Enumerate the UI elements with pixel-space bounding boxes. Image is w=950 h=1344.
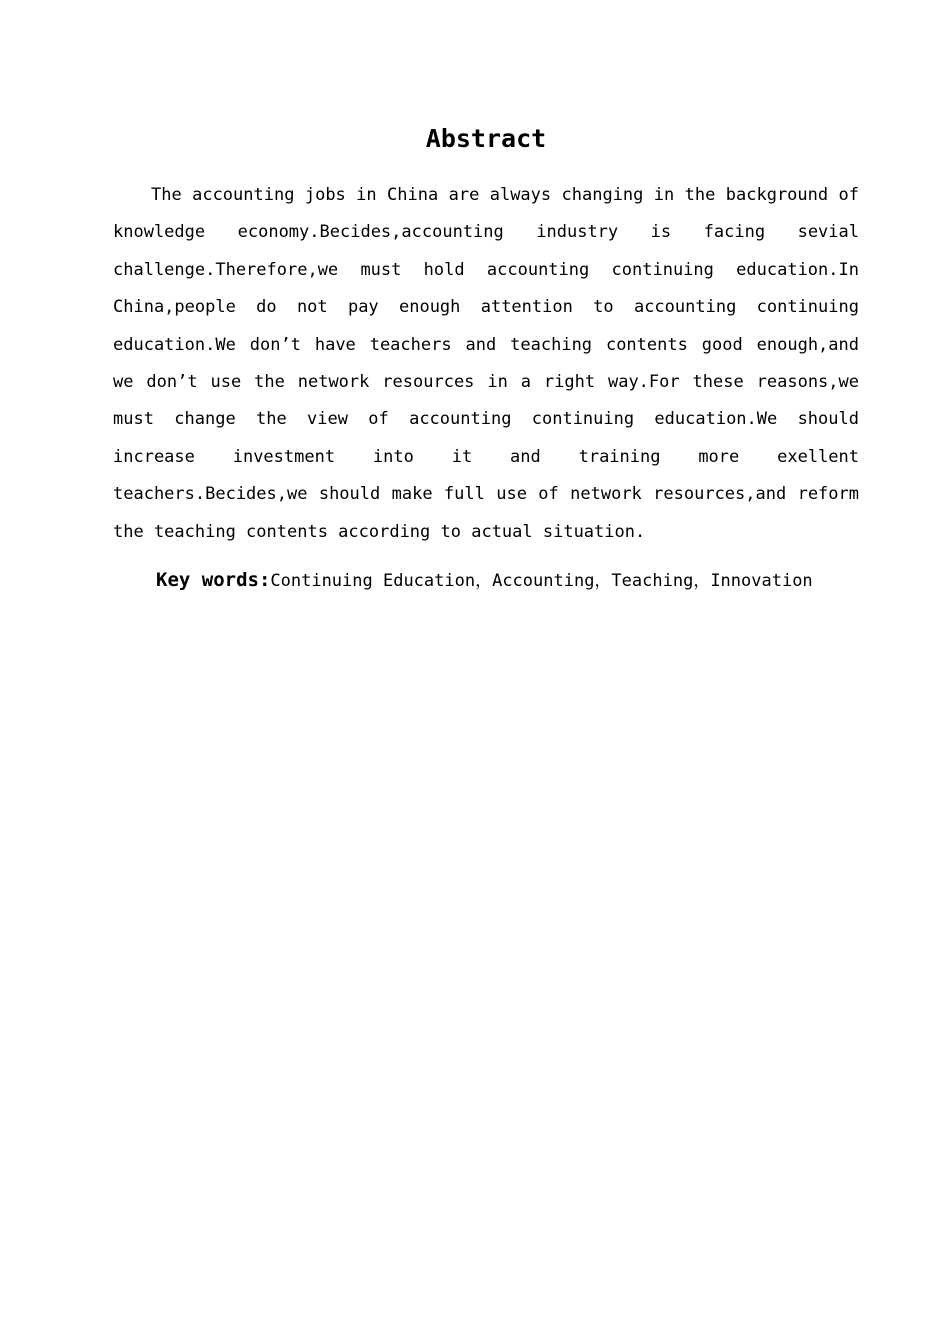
keywords-line [156,566,876,595]
abstract-title: Abstract [425,124,547,153]
keywords-list: Continuing Education，Accounting，Teaching，Innovation [270,571,813,591]
keywords-label: Key words: [156,569,271,591]
abstract-body: The accounting jobs in China are always changing in the background of knowledge economy.Becides,accounting industry is facing sevial challenge.Therefore,we must hold accounting continuing education.In China,people do not pay enough attention to accounting continuing education.We don’t have teachers and teaching contents good enough,and we don’t use the network resources in a right way.For these reasons,we must change the view of accounting continuing education.We should increase investment into it and training more exellent teachers.Becides,we should make full use of network resources,and reform the teaching contents according to actual situation. [113,185,859,542]
